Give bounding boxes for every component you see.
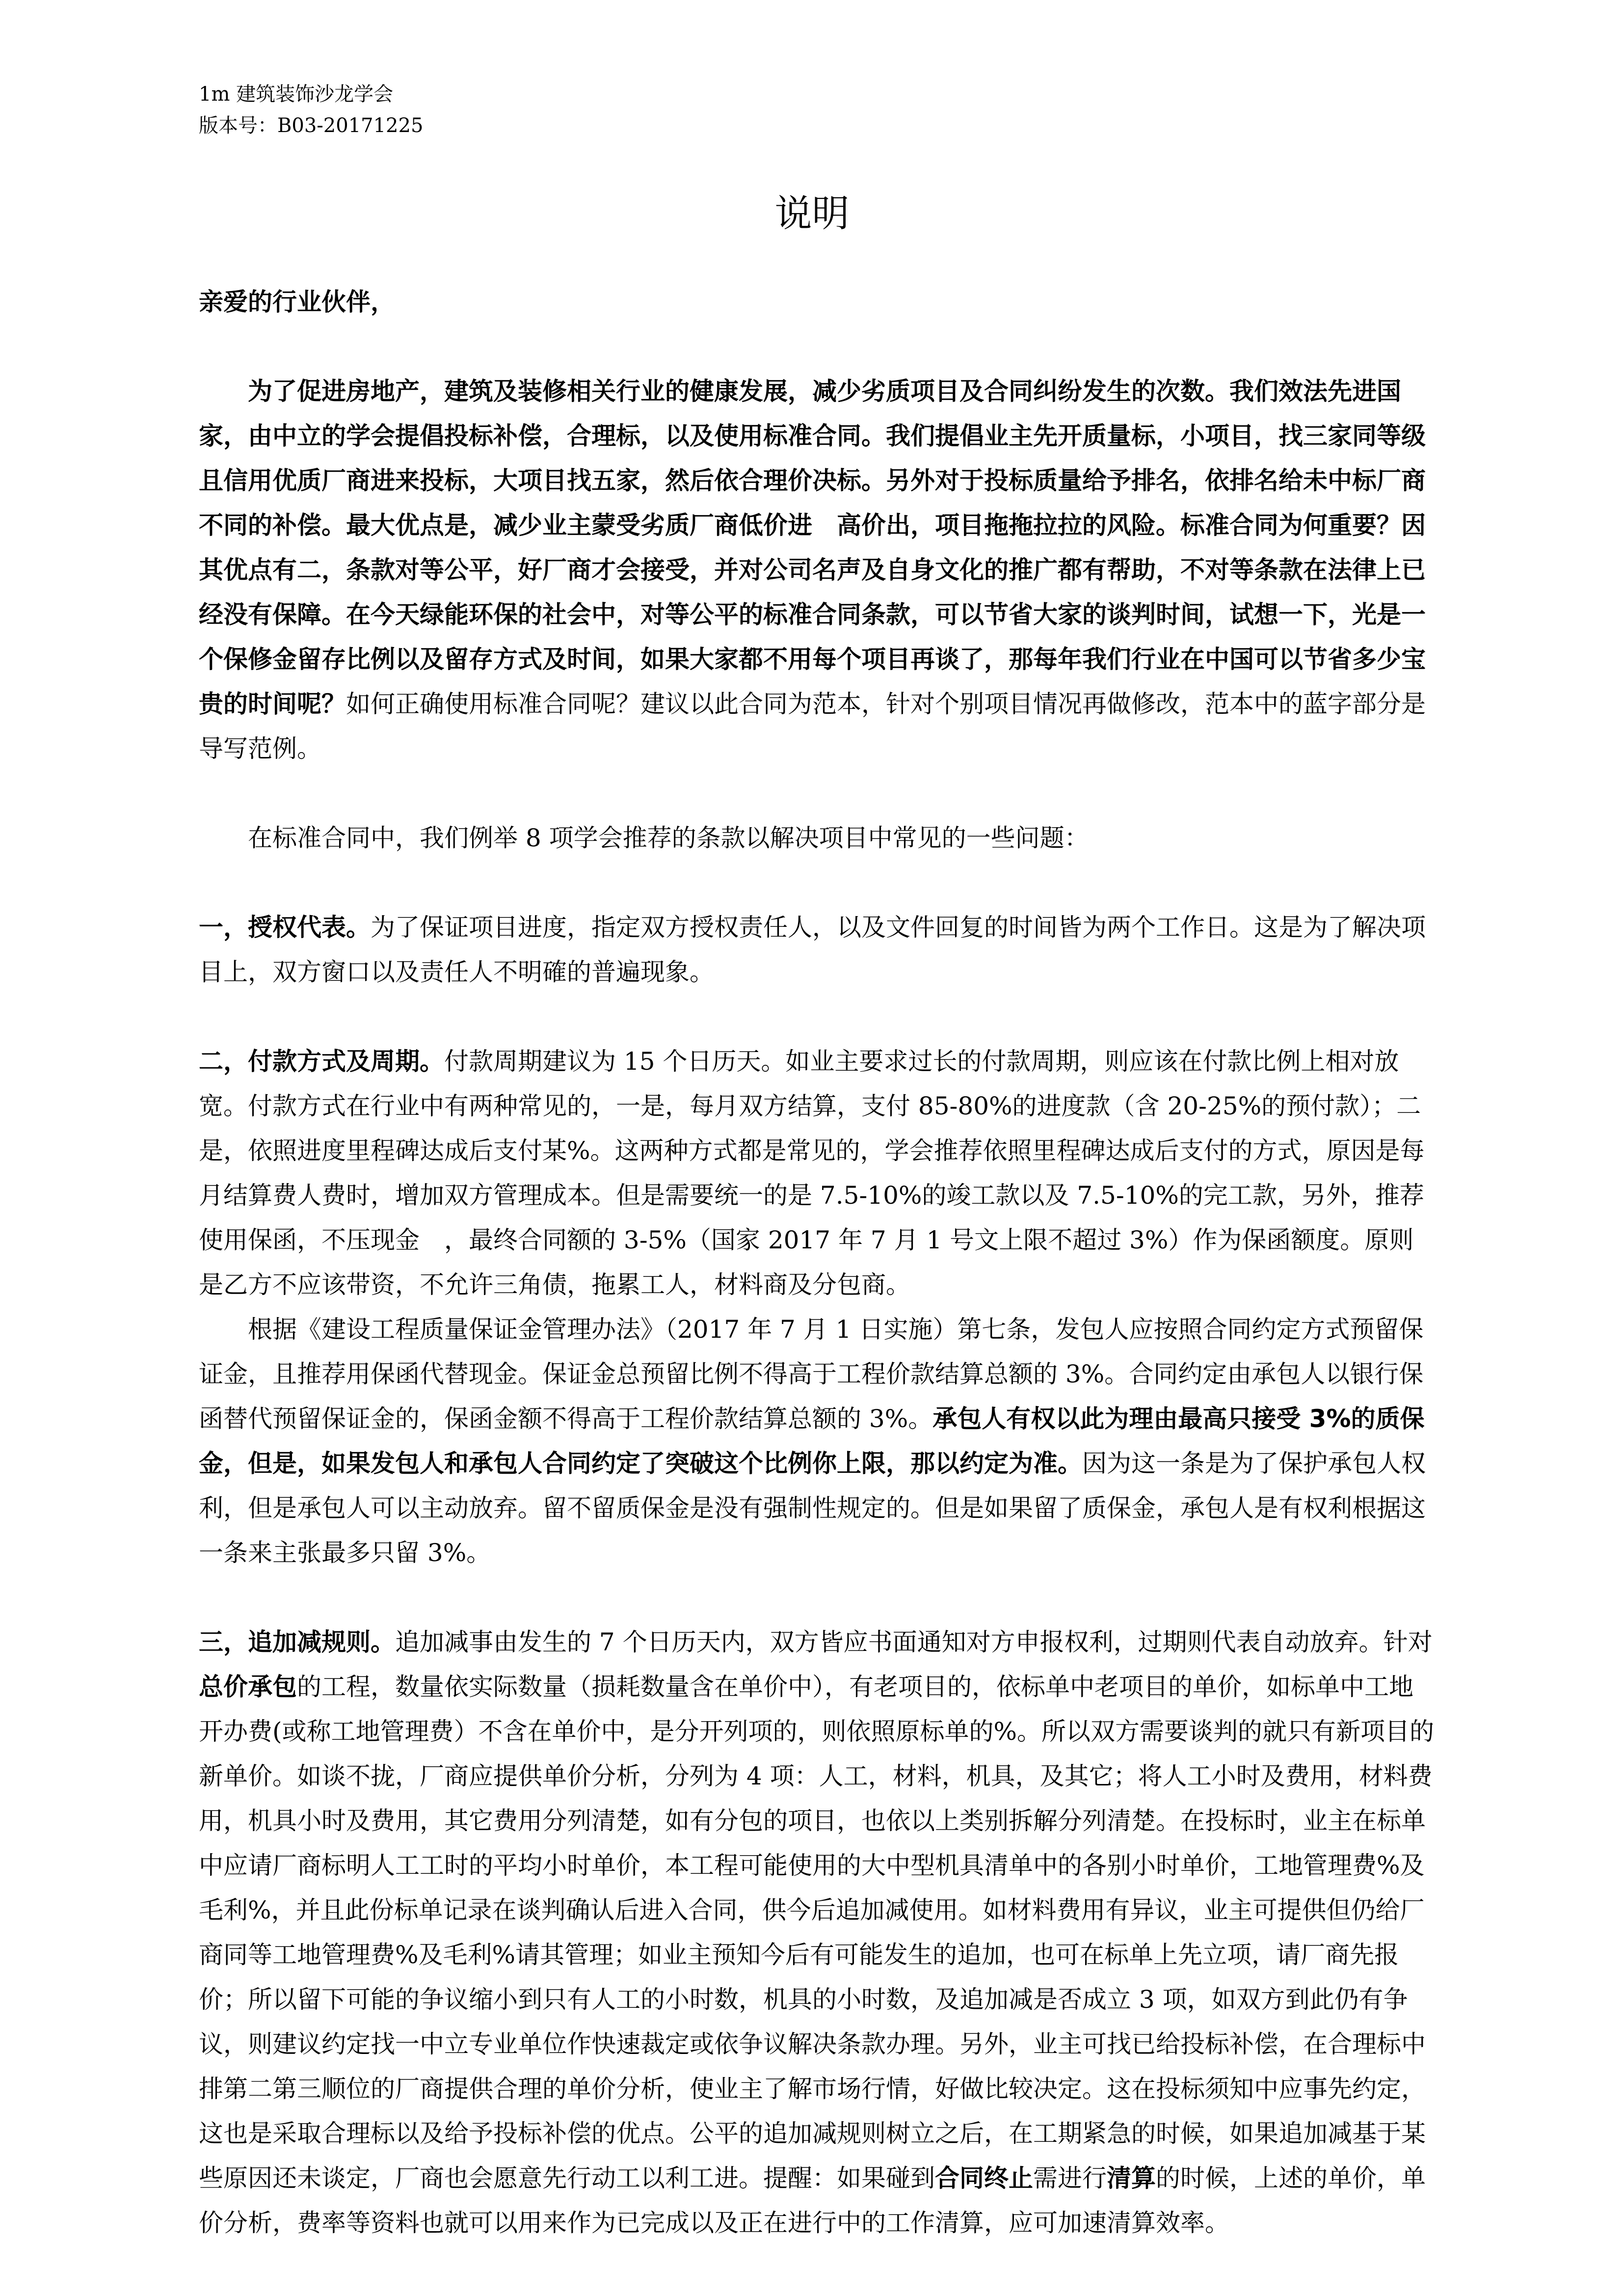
section-payment-guarantee-paragraph <box>199 1307 1436 1575</box>
section-body-part: 的时候，上述的单价，单价分析，费率等资料也就可以用来作为已完成以及正在进行中的工作清算，应可加速清算效率。 <box>199 2164 1426 2237</box>
lump-sum-term: 总价承包 <box>199 1673 297 1701</box>
organization-name: 1m 建筑装饰沙龙学会 <box>199 83 394 106</box>
section-authorized-representative <box>199 905 1436 995</box>
section-variation-rules <box>199 1620 1436 2245</box>
guarantee-tail-text: 因为这一条是为了保护承包人权利，但是承包人可以主动放弃。留不留质保金是没有强制性规定的。但是如果留了质保金，承包人是有权利根据这一条来主张最多只留 3%。 <box>199 1449 1426 1567</box>
document-body <box>199 280 1436 2245</box>
section-body-part: 追加减事由发生的 7 个日历天内，双方皆应书面通知对方申报权利，过期则代表自动放弃。针对 <box>395 1628 1433 1656</box>
section-heading: 二，付款方式及周期。 <box>199 1047 444 1076</box>
section-body: 为了保证项目进度，指定双方授权责任人，以及文件回复的时间皆为两个工作日。这是为了解决项目上，双方窗口以及责任人不明確的普遍现象。 <box>199 913 1426 986</box>
spacer <box>199 1575 1436 1620</box>
intro-bold-text: 为了促进房地产，建筑及装修相关行业的健康发展，减少劣质项目及合同纠纷发生的次数。我们效法先进国家，由中立的学会提倡投标补偿，合理标，以及使用标准合同。我们提倡业主先开质量标，小项目，找三家同等级且信用优质厂商进来投标，大项目找五家，然后依合理价决标。另外对于投标质量给予排名，依排名给未中标厂商不同的补偿。最大优点是，减少业主蒙受劣质厂商低价进 高价出，项目拖拖拉拉的风险。标准合同为何重要？因其优点有二，条款对等公平，好厂商才会接受，并对公司名声及自身文化的推广都有帮助，不对等条款在法律上已经没有保障。在今天绿能环保的社会中，对等公平的标准合同条款，可以节省大家的谈判时间，试想一下，光是一个保修金留存比例以及留存方式及时间，如果大家都不用每个项目再谈了，那每年我们行业在中国可以节省多少宝贵的时间呢？ <box>199 377 1426 718</box>
list-intro: 在标准合同中，我们例举 8 项学会推荐的条款以解决项目中常见的一些问题： <box>248 824 1089 852</box>
section-heading: 三，追加减规则。 <box>199 1628 395 1656</box>
section-payment-terms <box>199 1039 1436 1307</box>
page-title: 说明 <box>774 191 850 235</box>
version-number: 版本号：B03-20171225 <box>199 114 424 137</box>
spacer <box>199 995 1436 1039</box>
intro-normal-text: 如何正确使用标准合同呢？建议以此合同为范本，针对个别项目情况再做修改，范本中的蓝字部分是导写范例。 <box>199 690 1426 763</box>
section-heading: 一，授权代表。 <box>199 913 371 942</box>
guarantee-normal-text: 根据《建设工程质量保证金管理办法》（2017 年 7 月 1 日实施）第七条，发包人应按照合同约定方式预留保证金，且推荐用保函代替现金。保证金总预留比例不得高于工程价款结算总额的 3%。合同约定由承包人以银行保函替代预留保证金的，保函金额不得高于工程价款结算总额的 3%。 <box>199 1315 1424 1433</box>
document-header <box>199 79 423 141</box>
guarantee-bold-text: 承包人有权以此为理由最高只接受 3%的质保金，但是，如果发包人和承包人合同约定了突破这个比例你上限，那以约定为准。 <box>199 1405 1425 1478</box>
intro-paragraph <box>199 369 1436 771</box>
spacer <box>199 324 1436 369</box>
settlement-term: 清算 <box>1107 2164 1156 2192</box>
section-body: 付款周期建议为 15 个日历天。如业主要求过长的付款周期，则应该在付款比例上相对放宽。付款方式在行业中有两种常见的，一是，每月双方结算，支付 85-80%的进度款（含 20-25%的预付款）；二是，依照进度里程碑达成后支付某%。这两种方式都是常见的，学会推荐依照里程碑达成后支付的方式，原因是每月结算费人费时，增加双方管理成本。但是需要统一的是 7.5-10%的竣工款以及 7.5-10%的完工款，另外，推荐使用保函，不压现金 ，最终合同额的 3-5%（国家 2017 年 7 月 1 号文上限不超过 3%）作为保函额度。原则是乙方不应该带资，不允许三角债，拖累工人，材料商及分包商。 <box>199 1047 1425 1299</box>
spacer <box>199 771 1436 816</box>
section-body-part: 需进行 <box>1033 2164 1107 2192</box>
section-body-part: 的工程，数量依实际数量（损耗数量含在单价中），有老项目的，依标单中老项目的单价，如标单中工地开办费(或称工地管理费）不含在单价中，是分开列项的，则依照原标单的%。所以双方需要谈判的就只有新项目的新单价。如谈不拢，厂商应提供单价分析，分列为 4 项：人工，材料，机具，及其它；将人工小时及费用，材料费用，机具小时及费用，其它费用分列清楚，如有分包的项目，也依以上类别拆解分列清楚。在投标时，业主在标单中应请厂商标明人工工时的平均小时单价，本工程可能使用的大中型机具清单中的各别小时单价，工地管理费%及毛利%，并且此份标单记录在谈判确认后进入合同，供今后追加减使用。如材料费用有异议，业主可提供但仍给厂商同等工地管理费%及毛利%请其管理；如业主预知今后有可能发生的追加，也可在标单上先立项，请厂商先报价；所以留下可能的争议缩小到只有人工的小时数，机具的小时数，及追加减是否成立 3 项，如双方到此仍有争议，则建议约定找一中立专业单位作快速裁定或依争议解决条款办理。另外，业主可找已给投标补偿，在合理标中排第二第三顺位的厂商提供合理的单价分析，使业主了解市场行情，好做比较决定。这在投标须知中应事先约定，这也是采取合理标以及给予投标补偿的优点。公平的追加减规则树立之后，在工期紧急的时候，如果追加减基于某些原因还未谈定，厂商也会愿意先行动工以利工进。提醒：如果碰到 <box>199 1673 1435 2192</box>
greeting: 亲爱的行业伙伴， <box>199 288 395 316</box>
spacer <box>199 861 1436 905</box>
contract-termination-term: 合同终止 <box>935 2164 1033 2192</box>
